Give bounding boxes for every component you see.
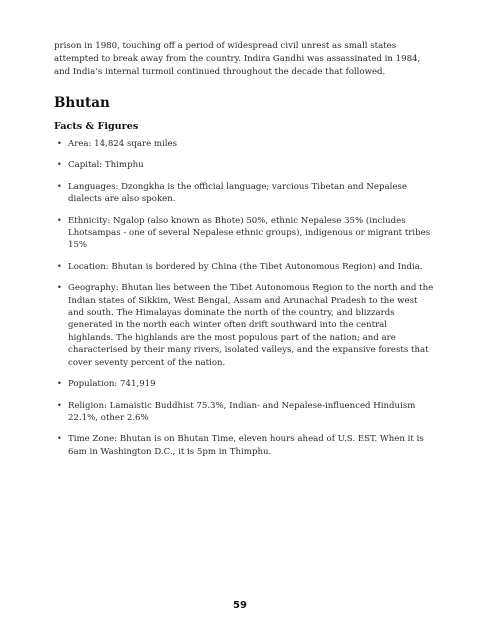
fact-text: Area: 14,824 sqare miles — [68, 139, 178, 149]
fact-item — [54, 282, 434, 369]
fact-item — [54, 433, 434, 458]
fact-text: Capital: Thimphu — [68, 160, 144, 171]
fact-item — [54, 138, 434, 150]
fact-text: Population: 741,919 — [68, 379, 156, 390]
bullet-icon: • — [57, 379, 62, 389]
bullet-icon: • — [57, 283, 62, 293]
bullet-icon: • — [57, 215, 62, 225]
facts-list — [54, 138, 434, 458]
fact-item — [54, 261, 434, 273]
bullet-icon: • — [57, 181, 62, 191]
intro-paragraph: prison in 1980, touching off a period of widespread civil unrest as small states attempted to break away from the country. Indira Gandhi was assassinated in 1984, and India’s internal turmoil continued throughout the decade that followed. — [54, 41, 421, 77]
fact-text: Location: Bhutan is bordered by China (the Tibet Autonomous Region) and India. — [68, 261, 423, 272]
section-heading: Bhutan — [54, 95, 110, 111]
fact-item — [54, 215, 434, 252]
page-content — [54, 40, 434, 467]
bullet-icon: • — [57, 160, 62, 170]
bullet-icon: • — [57, 434, 62, 444]
page-number: 59 — [233, 600, 247, 611]
section-subheading: Facts & Figures — [54, 121, 139, 132]
bullet-icon: • — [57, 261, 62, 271]
fact-text: Religion: Lamaistic Buddhist 75.3%, Indian- and Nepalese-influenced Hinduism 22.1%, other 2.6% — [68, 400, 416, 423]
fact-text: Languages: Dzongkha is the official language; varcious Tibetan and Nepalese dialects are also spoken. — [68, 181, 407, 205]
fact-item — [54, 159, 434, 171]
fact-item — [54, 400, 434, 425]
bullet-icon: • — [57, 139, 62, 148]
fact-text: Time Zone: Bhutan is on Bhutan Time, eleven hours ahead of U.S. EST. When it is 6am in Washington D.C., it is 5pm in Thimphu. — [68, 434, 424, 457]
fact-text: Geography: Bhutan lies between the Tibet Autonomous Region to the north and the Indian states of Sikkim, West Bengal, Assam and Arunachal Pradesh to the west and south. The Himalayas dominate the north of the country, and blizzards generated in the north each winter often drift southward into the central highlands. The highlands are the most populous part of the nation; and are characterised by their many rivers, isolated valleys, and the expansive forests that cover seventy percent of the nation. — [68, 283, 434, 368]
fact-text: Ethnicity: Ngalop (also known as Bhote) 50%, ethnic Nepalese 35% (includes Lhotsampas - one of several Nepalese ethnic groups), indigenous or migrant tribes 15% — [68, 215, 431, 251]
fact-item — [54, 181, 434, 206]
bullet-icon: • — [57, 400, 62, 410]
fact-item — [54, 378, 434, 390]
